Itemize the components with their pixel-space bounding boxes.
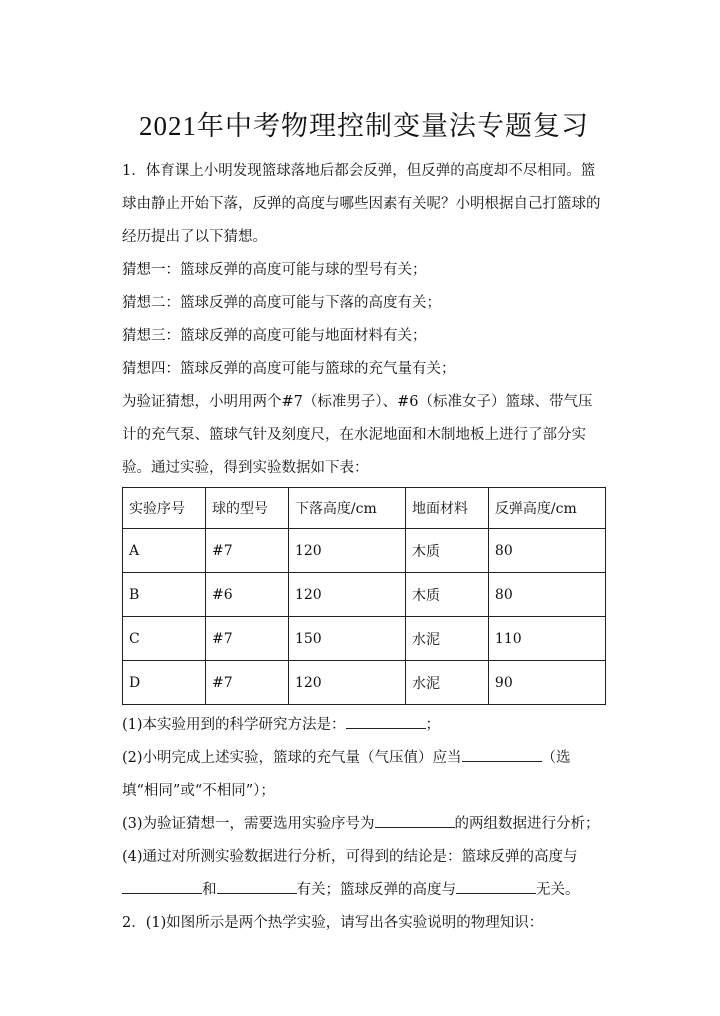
table-cell: 90: [488, 661, 605, 705]
table-cell: #6: [205, 573, 288, 617]
table-row: [123, 661, 606, 705]
table-cell: B: [123, 573, 206, 617]
table-cell: 150: [288, 617, 405, 661]
table-cell: 80: [488, 573, 605, 617]
document-page: [122, 96, 606, 940]
answer-blank[interactable]: [375, 811, 455, 828]
page-title: 2021年中考物理控制变量法专题复习: [139, 111, 589, 141]
sub-question-3-text: (3)为验证猜想一，需要选用实验序号为: [122, 816, 375, 832]
table-row: [123, 617, 606, 661]
table-header-row: [123, 488, 606, 529]
guess-4: 猜想四：篮球反弹的高度可能与篮球的充气量有关；: [122, 361, 456, 377]
sub-question-2-end: （选填“相同”或“不相同”）；: [122, 750, 571, 799]
answer-blank[interactable]: [462, 745, 542, 762]
sub-question-2-text: (2)小明完成上述实验，篮球的充气量（气压值）应当: [122, 750, 462, 766]
answer-blank[interactable]: [217, 877, 297, 894]
table-cell: 80: [488, 529, 605, 573]
sub-question-3: [122, 808, 606, 841]
sub-question-1-end: ；: [425, 717, 441, 733]
table-cell: 120: [288, 573, 405, 617]
table-header-cell: 地面材料: [405, 488, 488, 529]
guess-2: 猜想二：篮球反弹的高度可能与下落的高度有关；: [122, 295, 441, 311]
table-cell: #7: [205, 661, 288, 705]
sub-question-4-end: 无关。: [536, 882, 580, 898]
sub-question-4-and: 和: [202, 882, 217, 898]
table-cell: 木质: [405, 573, 488, 617]
table-cell: 120: [288, 661, 405, 705]
table-cell: 110: [488, 617, 605, 661]
question-2-intro: 2．(1)如图所示是两个热学实验，请写出各实验说明的物理知识：: [122, 915, 544, 931]
guess-3: 猜想三：篮球反弹的高度可能与地面材料有关；: [122, 328, 427, 344]
sub-question-4-text: (4)通过对所测实验数据进行分析，可得到的结论是：篮球反弹的高度与: [122, 849, 578, 865]
table-cell: D: [123, 661, 206, 705]
method-description: 为验证猜想，小明用两个#7（标准男子）、#6（标准女子）篮球、带气压计的充气泵、篮球气针及刻度尺，在水泥地面和木制地板上进行了部分实验。通过实验，得到实验数据如下表：: [122, 394, 593, 476]
answer-blank[interactable]: [346, 712, 426, 729]
table-header-cell: 球的型号: [205, 488, 288, 529]
table-cell: #7: [205, 529, 288, 573]
experiment-data-table: [122, 487, 606, 705]
question-1-intro: 1．体育课上小明发现篮球落地后都会反弹，但反弹的高度却不尽相同。篮球由静止开始下落，反弹的高度与哪些因素有关呢？小明根据自己打篮球的经历提出了以下猜想。: [122, 163, 601, 245]
sub-question-4-mid: 有关；篮球反弹的高度与: [296, 882, 456, 898]
table-header-cell: 反弹高度/cm: [488, 488, 605, 529]
sub-question-1-text: (1)本实验用到的科学研究方法是：: [122, 717, 346, 733]
table-row: [123, 529, 606, 573]
table-cell: 水泥: [405, 617, 488, 661]
sub-question-2: [122, 742, 606, 808]
table-cell: 木质: [405, 529, 488, 573]
guess-1: 猜想一：篮球反弹的高度可能与球的型号有关；: [122, 262, 427, 278]
table-cell: C: [123, 617, 206, 661]
table-header-cell: 实验序号: [123, 488, 206, 529]
sub-question-1: [122, 709, 606, 742]
table-cell: 120: [288, 529, 405, 573]
table-cell: A: [123, 529, 206, 573]
table-cell: 水泥: [405, 661, 488, 705]
answer-blank[interactable]: [456, 877, 536, 894]
sub-question-4: [122, 841, 606, 907]
table-row: [123, 573, 606, 617]
sub-question-3-end: 的两组数据进行分析；: [454, 816, 600, 832]
table-header-cell: 下落高度/cm: [288, 488, 405, 529]
answer-blank[interactable]: [122, 877, 202, 894]
table-cell: #7: [205, 617, 288, 661]
